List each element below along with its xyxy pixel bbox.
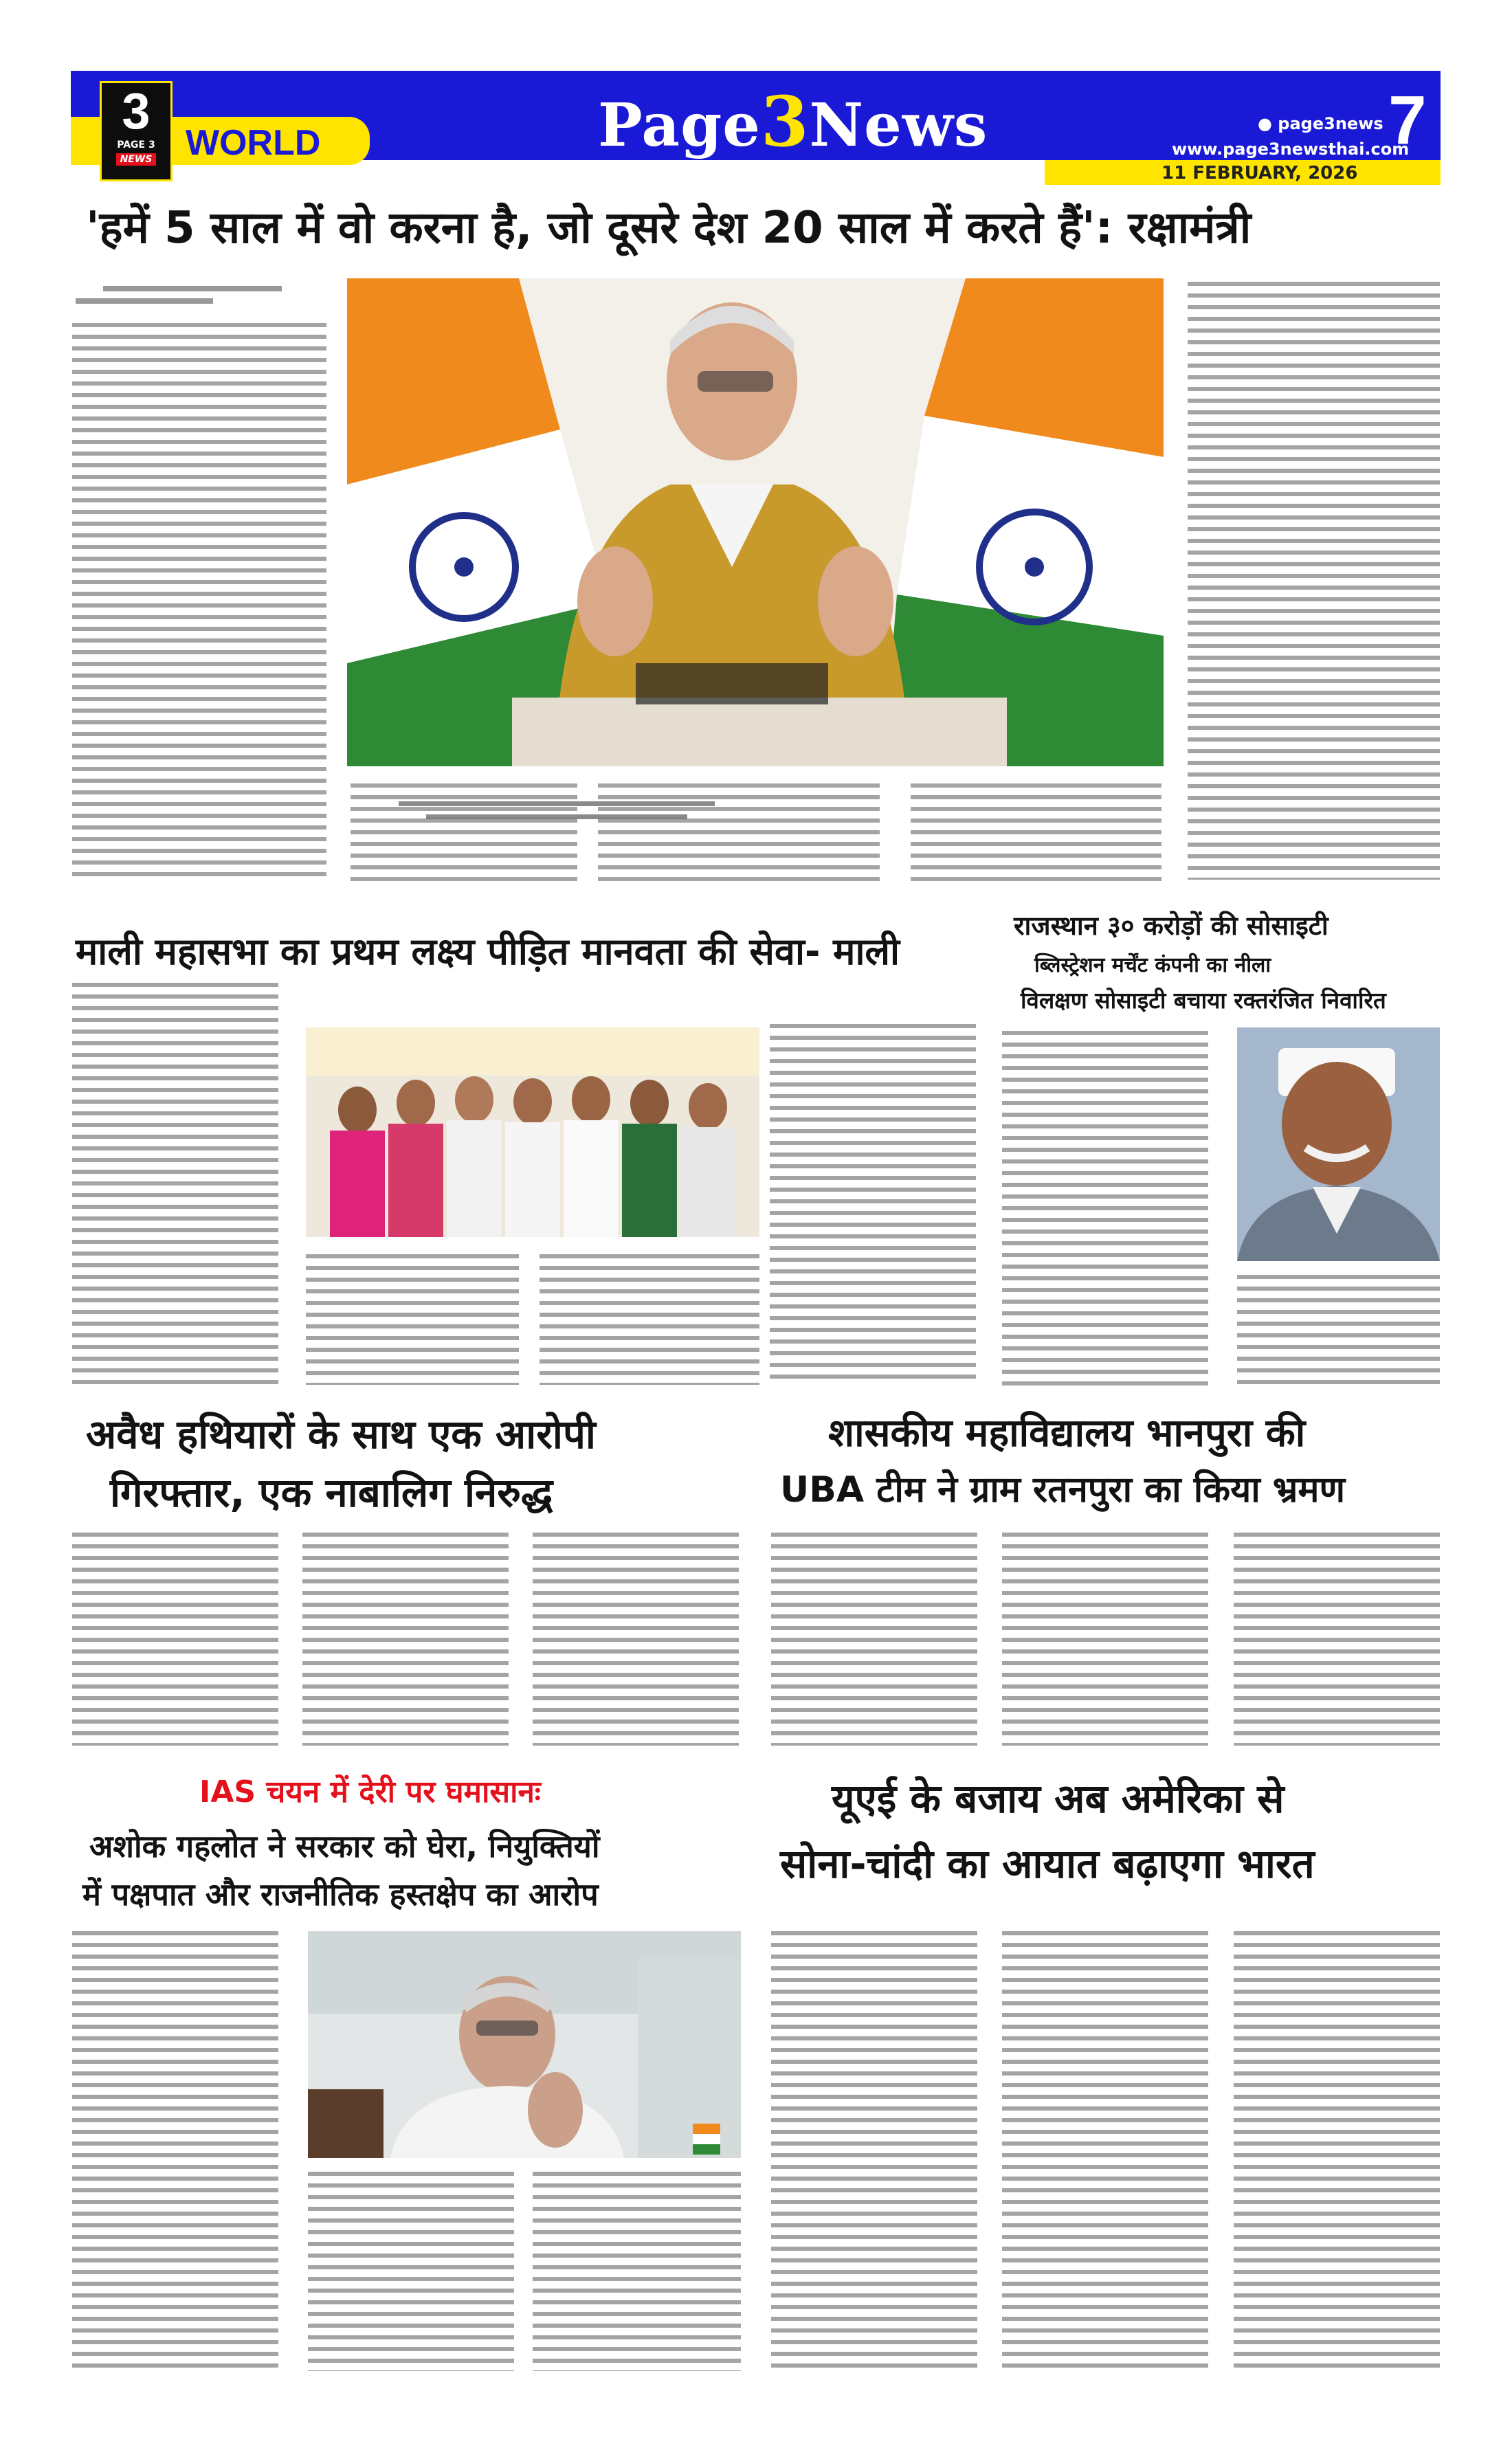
weapons-column-1 bbox=[72, 1533, 278, 1746]
minister-photo-illustration bbox=[347, 278, 1164, 766]
sidebar-column-2 bbox=[1237, 1275, 1440, 1388]
college-column-3 bbox=[1234, 1533, 1440, 1746]
lead-column-right bbox=[1188, 282, 1440, 880]
group-photo-illustration bbox=[306, 1027, 759, 1237]
weapons-column-3 bbox=[533, 1533, 739, 1746]
brand-three: 3 bbox=[760, 81, 810, 162]
lead-column-1 bbox=[72, 323, 326, 880]
logo-news-badge: NEWS bbox=[116, 153, 157, 166]
mali-headline: माली महासभा का प्रथम लक्ष्य पीड़ित मानवता की सेवा- माली bbox=[76, 930, 900, 973]
college-column-2 bbox=[1002, 1533, 1208, 1746]
mali-column-1 bbox=[72, 983, 278, 1385]
lead-byline bbox=[76, 280, 323, 315]
brand-prefix: Page bbox=[598, 91, 761, 160]
sidebar-headline-1: राजस्थान ३० करोड़ों की सोसाइटी bbox=[1014, 911, 1328, 941]
page3-logo bbox=[100, 81, 173, 181]
website-url: www.page3newsthai.com bbox=[1172, 140, 1410, 159]
ias-headline-2: में पक्षपात और राजनीतिक हस्तक्षेप का आरोप bbox=[82, 1876, 599, 1913]
gold-column-2 bbox=[1002, 1931, 1208, 2371]
section-label: WORLD bbox=[186, 123, 321, 163]
brand-suffix: News bbox=[809, 91, 988, 160]
ias-headline-1: अशोक गहलोत ने सरकार को घेरा, नियुक्तियों bbox=[89, 1828, 600, 1865]
lead-column-3 bbox=[598, 783, 880, 883]
ias-column-1 bbox=[72, 1931, 278, 2371]
portrait-illustration bbox=[1237, 1027, 1440, 1261]
gold-column-1 bbox=[771, 1931, 977, 2371]
lead-column-2 bbox=[351, 783, 577, 883]
lead-photo bbox=[347, 278, 1164, 766]
gold-headline-2: सोना-चांदी का आयात बढ़ाएगा भारत bbox=[780, 1840, 1315, 1887]
mali-column-4 bbox=[770, 1024, 976, 1385]
logo-small-text: PAGE 3 bbox=[117, 140, 155, 151]
issue-date: 11 FEBRUARY, 2026 bbox=[1161, 163, 1358, 183]
social-handle: ● page3news bbox=[1258, 114, 1383, 133]
newspaper-brand bbox=[598, 81, 988, 162]
sidebar-column-1 bbox=[1002, 1031, 1208, 1388]
college-headline-1: शासकीय महाविद्यालय भानपुरा की bbox=[828, 1411, 1306, 1456]
weapons-headline-1: अवैध हथियारों के साथ एक आरोपी bbox=[86, 1411, 596, 1458]
social-handle-text: page3news bbox=[1278, 114, 1383, 133]
lead-headline: 'हमें 5 साल में वो करना है, जो दूसरे देश 20 साल में करते हैं': रक्षामंत्री bbox=[86, 203, 1252, 254]
mali-group-photo bbox=[306, 1027, 759, 1237]
sidebar-headline-2: ब्लिस्ट्रेशन मर्चेंट कंपनी का नीला bbox=[1034, 953, 1271, 977]
mali-column-2 bbox=[306, 1254, 519, 1385]
college-headline-2: UBA टीम ने ग्राम रतनपुरा का किया भ्रमण bbox=[780, 1469, 1346, 1511]
gold-headline-1: यूएई के बजाय अब अमेरिका से bbox=[832, 1775, 1285, 1822]
sidebar-portrait bbox=[1237, 1027, 1440, 1261]
ias-column-3 bbox=[533, 2172, 741, 2371]
mali-column-3 bbox=[540, 1254, 759, 1385]
weapons-headline-2: गिरफ्तार, एक नाबालिग निरुद्ध bbox=[110, 1469, 553, 1516]
college-column-1 bbox=[771, 1533, 977, 1746]
page-number: 7 bbox=[1388, 82, 1427, 159]
lead-column-4 bbox=[911, 783, 1161, 883]
ias-kicker: IAS चयन में देरी पर घमासानः bbox=[199, 1774, 541, 1810]
ias-photo bbox=[308, 1931, 741, 2158]
ias-column-2 bbox=[308, 2172, 514, 2371]
sidebar-headline-3: विलक्षण सोसाइटी बचाया रक्तरंजित निवारित bbox=[1021, 987, 1386, 1014]
gehlot-photo-illustration bbox=[308, 1931, 741, 2158]
logo-number: 3 bbox=[122, 82, 151, 140]
weapons-column-2 bbox=[302, 1533, 509, 1746]
gold-column-3 bbox=[1234, 1931, 1440, 2371]
